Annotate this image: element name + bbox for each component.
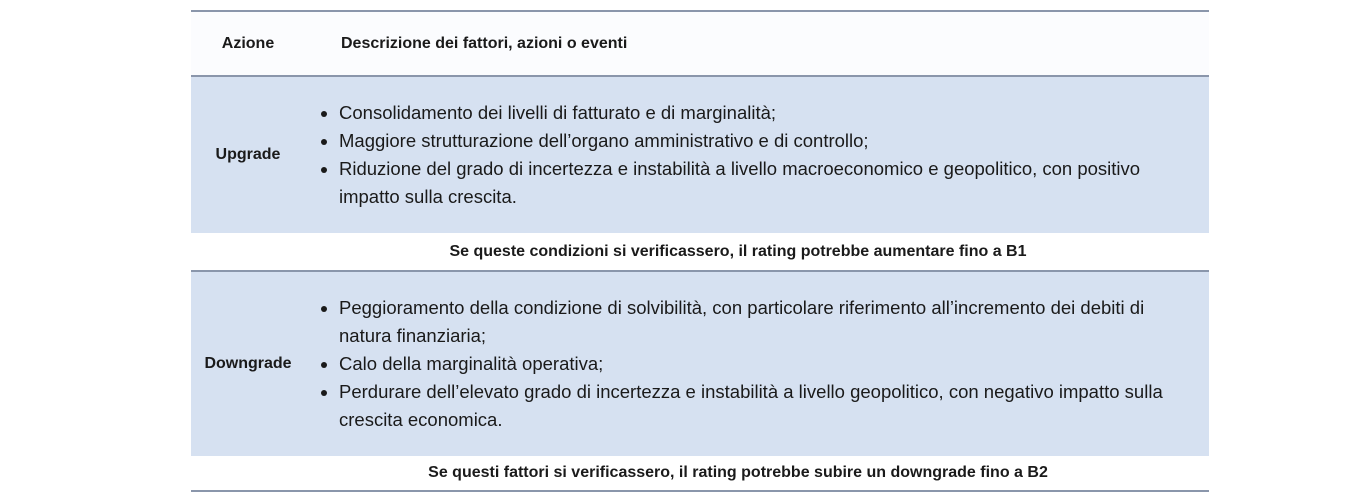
header-description: Descrizione dei fattori, azioni o eventi — [341, 34, 628, 52]
list-item: Riduzione del grado di incertezza e instabilità a livello macroeconomico e geopolitico, con positivo impatto sulla crescita. — [339, 155, 1209, 211]
header-action: Azione — [221, 34, 275, 52]
downgrade-label: Downgrade — [204, 355, 292, 372]
downgrade-note: Se questi fattori si verificassero, il rating potrebbe subire un downgrade fino a B2 — [191, 456, 1209, 490]
downgrade-row — [191, 272, 1209, 456]
list-item: Consolidamento dei livelli di fatturato e di marginalità; — [339, 99, 1209, 127]
list-item: Calo della marginalità operativa; — [339, 350, 1209, 378]
downgrade-description — [305, 294, 1209, 434]
upgrade-row — [191, 77, 1209, 233]
downgrade-list — [305, 294, 1209, 434]
upgrade-note: Se queste condizioni si verificassero, il rating potrebbe aumentare fino a B1 — [191, 233, 1209, 270]
upgrade-description — [305, 99, 1209, 211]
upgrade-list — [305, 99, 1209, 211]
list-item: Maggiore strutturazione dell’organo amministrativo e di controllo; — [339, 127, 1209, 155]
list-item: Perdurare dell’elevato grado di incertezza e instabilità a livello geopolitico, con negativo impatto sulla crescita economica. — [339, 378, 1209, 434]
upgrade-label: Upgrade — [215, 146, 281, 163]
table-header-row — [191, 12, 1209, 75]
list-item: Peggioramento della condizione di solvibilità, con particolare riferimento all’incremento dei debiti di natura finanziaria; — [339, 294, 1209, 350]
rating-table — [191, 10, 1209, 492]
table-bottom-border — [191, 490, 1209, 492]
